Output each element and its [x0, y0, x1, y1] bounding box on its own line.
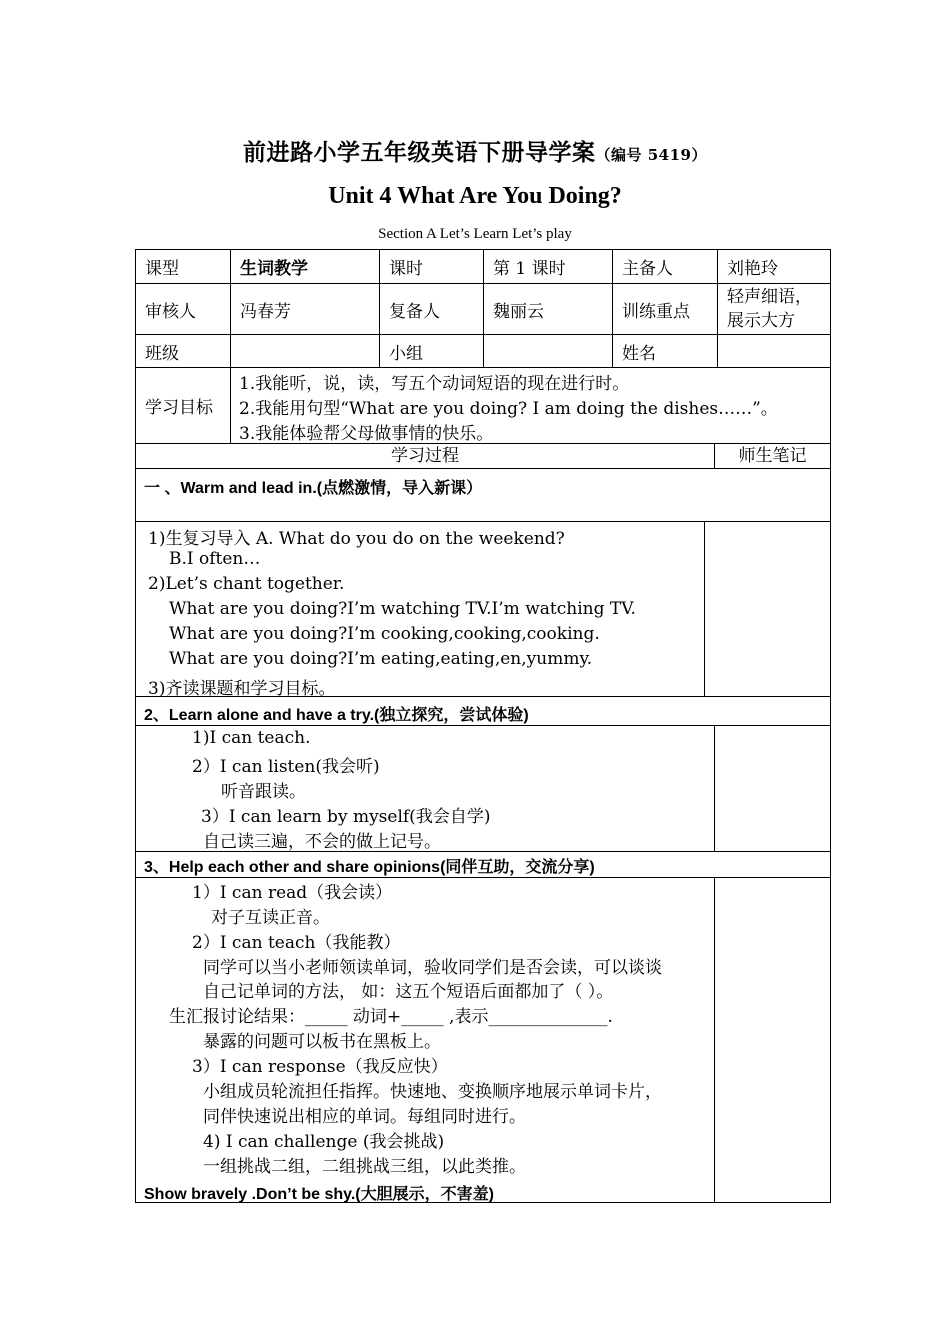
s3-line: 1）I can read（我会读） — [192, 883, 393, 903]
s3-line: 一组挑战二组，二组挑战三组，以此类推。 — [203, 1157, 526, 1177]
info-cell: 复备人 — [379, 283, 484, 335]
focus-line-1: 轻声细语， — [727, 287, 812, 307]
focus-line-2: 展示大方 — [727, 311, 795, 331]
info-cell: 审核人 — [135, 283, 231, 335]
s2-line: 自己读三遍，不会的做上记号。 — [203, 832, 441, 852]
info-cell: 课型 — [135, 249, 231, 284]
goals-label: 学习目标 — [135, 367, 231, 444]
info-cell: 训练重点 — [612, 283, 718, 335]
s3-line: 2）I can teach（我能教） — [192, 933, 401, 953]
info-cell: 生词教学 — [230, 249, 380, 284]
s2-line: 2）I can listen(我会听) — [192, 757, 380, 777]
s1-line: 2)Let’s chant together. — [148, 574, 345, 594]
info-cell: 刘艳玲 — [717, 249, 831, 284]
s3-line: 暴露的问题可以板书在黑板上。 — [203, 1032, 441, 1052]
process-header: 学习过程 — [135, 443, 715, 469]
s1-line: 3)齐读课题和学习目标。 — [148, 679, 336, 699]
section-1-heading: 一 、Warm and lead in.(点燃激情，导入新课） — [144, 480, 483, 497]
s3-line: 自己记单词的方法， 如：这五个短语后面都加了（ ）。 — [203, 982, 614, 1002]
group-field — [483, 334, 613, 368]
s3-line: 小组成员轮流担任指挥。快速地、变换顺序地展示单词卡片， — [203, 1082, 662, 1102]
s1-line: What are you doing?I’m watching TV.I’m watching TV. — [169, 599, 636, 619]
notes-header: 师生笔记 — [714, 443, 831, 469]
s2-line: 3）I can learn by myself(我会自学) — [201, 807, 491, 827]
info-cell: 冯春芳 — [230, 283, 380, 335]
s1-line: What are you doing?I’m cooking,cooking,cooking. — [169, 624, 600, 644]
section-2-notes — [714, 725, 831, 852]
section-3-heading: 3、Help each other and share opinions(同伴互助，交流分享) — [144, 859, 595, 876]
info-cell: 班级 — [135, 334, 231, 368]
s1-line: What are you doing?I’m eating,eating,en,yummy. — [169, 649, 593, 669]
s1-line: 1)生复习导入 A. What do you do on the weekend? — [148, 529, 565, 549]
info-cell: 姓名 — [612, 334, 718, 368]
unit-title: Unit 4 What Are You Doing? — [328, 183, 622, 209]
info-cell: 第 1 课时 — [483, 249, 613, 284]
goal-line: 2.我能用句型“What are you doing? I am doing the dishes……”。 — [239, 399, 778, 419]
section-2-heading: 2、Learn alone and have a try.(独立探究，尝试体验) — [144, 707, 529, 724]
info-cell: 主备人 — [612, 249, 718, 284]
info-cell-focus — [717, 283, 831, 335]
s3-line: 同学可以当小老师领读单词，验收同学们是否会读，可以谈谈 — [203, 958, 662, 978]
section-line: Section A Let’s Learn Let’s play — [378, 226, 572, 242]
s3-line: 3）I can response（我反应快） — [192, 1057, 448, 1077]
s3-line: 生汇报讨论结果：_____ 动词+_____ ,表示______________. — [169, 1007, 613, 1027]
s2-line: 1)I can teach. — [192, 728, 311, 748]
s3-line: 对子互读正音。 — [211, 908, 330, 928]
section-1-notes — [704, 521, 831, 697]
class-field — [230, 334, 380, 368]
section-3-notes — [714, 877, 831, 1203]
info-cell: 魏丽云 — [483, 283, 613, 335]
s3-line: Show bravely .Don’t be shy.(大胆展示，不害羞) — [144, 1186, 494, 1203]
goal-line: 3.我能体验帮父母做事情的快乐。 — [239, 424, 494, 444]
s3-line: 同伴快速说出相应的单词。每组同时进行。 — [203, 1107, 526, 1127]
s3-line: 4) I can challenge (我会挑战) — [203, 1132, 445, 1152]
s2-line: 听音跟读。 — [221, 782, 306, 802]
s1-line: B.I often… — [169, 549, 261, 569]
info-cell: 课时 — [379, 249, 484, 284]
name-field — [717, 334, 831, 368]
page-title: 前进路小学五年级英语下册导学案（编号 5419） — [243, 139, 707, 166]
goal-line: 1.我能听，说，读，写五个动词短语的现在进行时。 — [239, 374, 630, 394]
info-cell: 小组 — [379, 334, 484, 368]
